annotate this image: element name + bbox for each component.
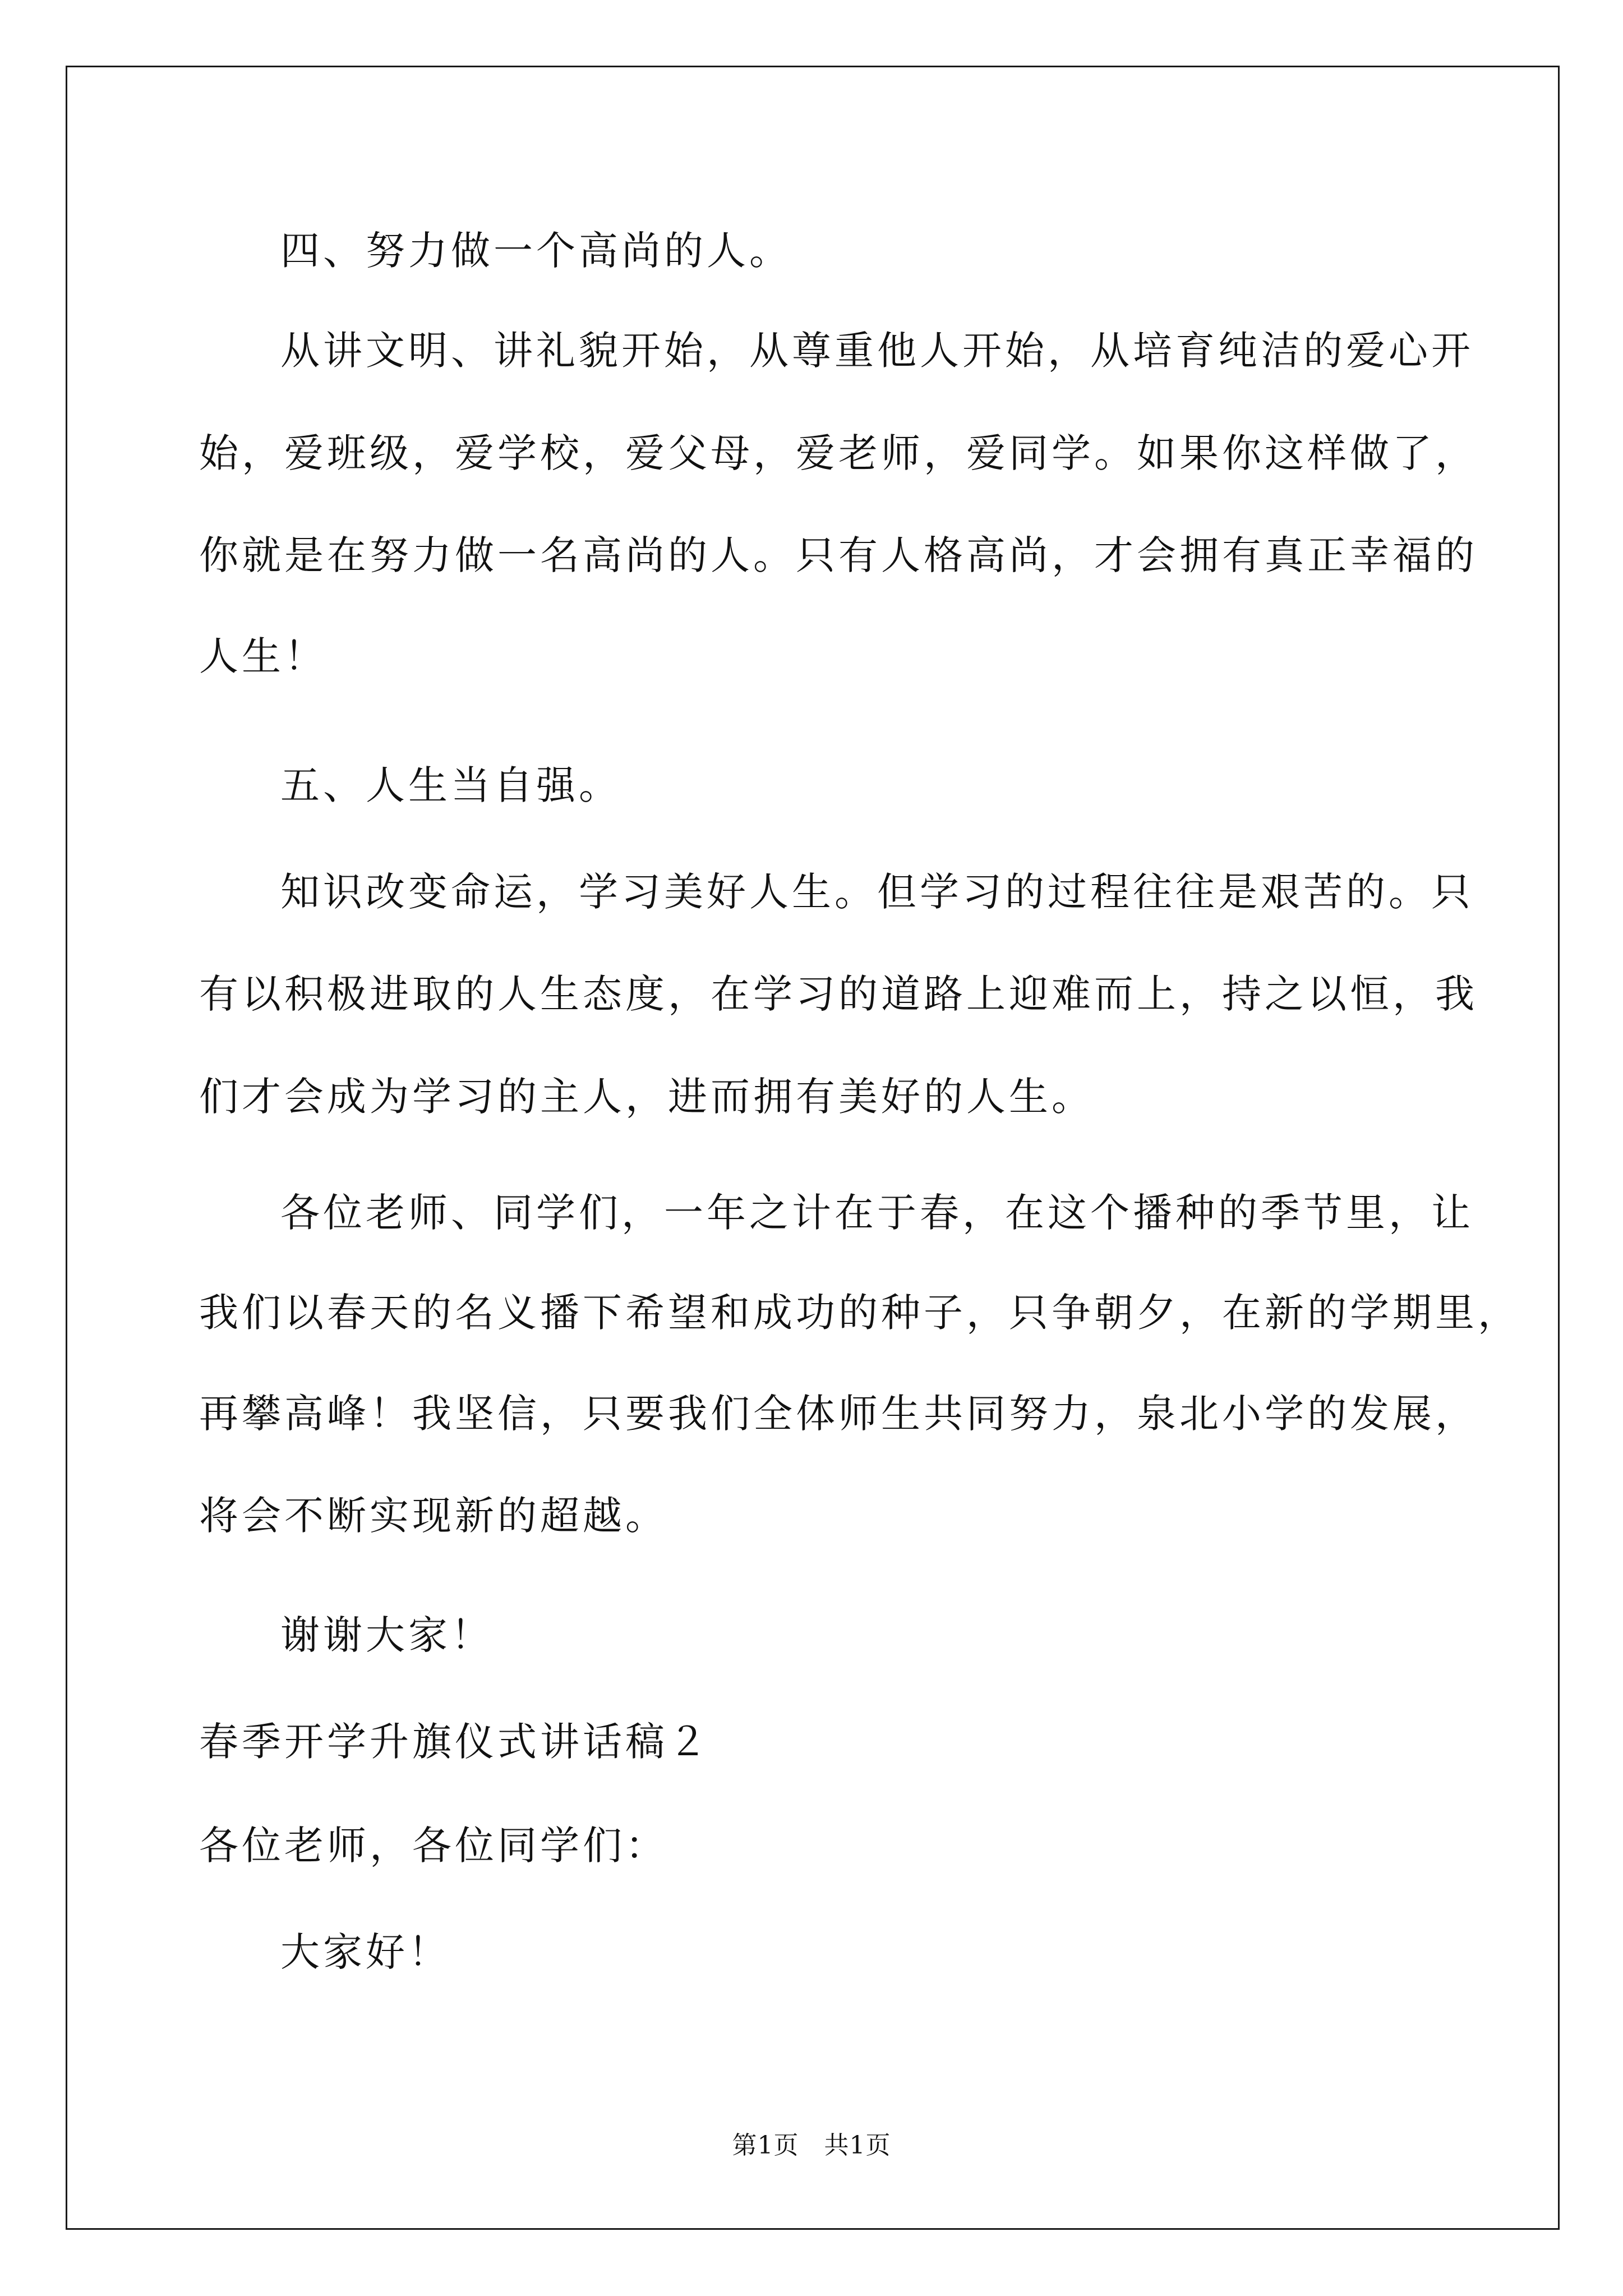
heading-four: 四、努力做一个高尚的人。 [280, 228, 792, 274]
page-footer: 第1页 共1页 [732, 2131, 891, 2160]
paragraph-line: 你就是在努力做一名高尚的人。只有人格高尚，才会拥有真正幸福的 [199, 532, 1478, 578]
section-title: 春季开学升旗仪式讲话稿２ [199, 1719, 711, 1765]
paragraph-line: 从讲文明、讲礼貌开始，从尊重他人开始，从培育纯洁的爱心开 [280, 328, 1474, 374]
paragraph-line: 将会不断实现新的超越。 [199, 1493, 668, 1539]
paragraph-line: 知识改变命运，学习美好人生。但学习的过程往往是艰苦的。只 [280, 869, 1474, 915]
page-border [66, 66, 1560, 2230]
thanks-line: 谢谢大家！ [280, 1612, 494, 1658]
greeting: 大家好！ [280, 1929, 451, 1975]
paragraph-line: 我们以春天的名义播下希望和成功的种子，只争朝夕，在新的学期里， [199, 1290, 1520, 1336]
paragraph-line: 人生！ [199, 633, 327, 679]
paragraph-line: 们才会成为学习的主人，进而拥有美好的人生。 [199, 1074, 1094, 1120]
paragraph-line: 有以积极进取的人生态度，在学习的道路上迎难而上，持之以恒，我 [199, 971, 1478, 1017]
heading-five: 五、人生当自强。 [280, 762, 621, 808]
paragraph-line: 各位老师、同学们，一年之计在于春，在这个播种的季节里，让 [280, 1190, 1474, 1236]
paragraph-line: 始，爱班级，爱学校，爱父母，爱老师，爱同学。如果你这样做了， [199, 430, 1478, 476]
salutation: 各位老师，各位同学们： [199, 1823, 668, 1869]
paragraph-line: 再攀高峰！我坚信，只要我们全体师生共同努力，泉北小学的发展， [199, 1391, 1478, 1437]
